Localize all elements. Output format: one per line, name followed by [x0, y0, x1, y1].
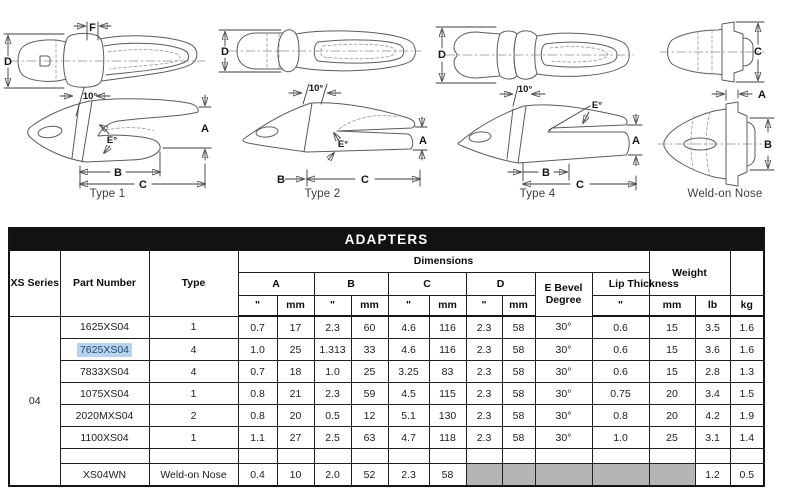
value-cell	[535, 464, 592, 487]
value-cell: 1.313	[314, 339, 351, 361]
col-header-type: Type	[149, 251, 238, 317]
value-cell: 25	[277, 339, 314, 361]
value-cell: 0.8	[238, 383, 277, 405]
value-cell: 130	[429, 405, 466, 427]
dim-label-e: E°	[337, 139, 349, 150]
col-header-lip-thickness: Lip Thickness	[592, 273, 695, 296]
value-cell: 2.5	[314, 427, 351, 449]
value-cell: 58	[502, 427, 535, 449]
type-cell: 4	[149, 361, 238, 383]
table-row	[9, 464, 764, 487]
value-cell: 0.7	[238, 316, 277, 339]
value-cell: 21	[277, 383, 314, 405]
value-cell: 1.2	[695, 464, 730, 487]
part-number-cell: 7833XS04	[60, 361, 149, 383]
value-cell	[592, 464, 649, 487]
value-cell	[502, 464, 535, 487]
type2-top-view	[219, 30, 421, 72]
value-cell	[695, 449, 730, 464]
table-row	[9, 383, 764, 405]
dim-label-b: B	[114, 167, 122, 179]
value-cell: 12	[351, 405, 388, 427]
type4-top-view	[436, 27, 634, 83]
value-cell: 1.9	[730, 405, 764, 427]
dim-label-b: B	[542, 167, 550, 179]
value-cell: 30°	[535, 383, 592, 405]
value-cell: 1.6	[730, 339, 764, 361]
unit-lb: lb	[695, 296, 730, 317]
dim-label-c: C	[754, 46, 762, 58]
type1-drawing	[0, 0, 215, 193]
value-cell: 2.3	[388, 464, 429, 487]
part-number-cell: 1100XS04	[60, 427, 149, 449]
value-cell: 2.3	[466, 427, 502, 449]
drawing-weldon	[650, 0, 800, 200]
dim-label-e: E°	[591, 100, 603, 111]
unit-mm: mm	[502, 296, 535, 317]
value-cell: 3.6	[695, 339, 730, 361]
value-cell: 59	[351, 383, 388, 405]
type2-drawing	[215, 0, 430, 193]
value-cell: 58	[429, 464, 466, 487]
value-cell: 58	[502, 316, 535, 339]
unit-mm: mm	[277, 296, 314, 317]
value-cell: 2.8	[695, 361, 730, 383]
value-cell: 3.4	[695, 383, 730, 405]
part-number-cell: 1075XS04	[60, 383, 149, 405]
value-cell: 0.5	[730, 464, 764, 487]
dim-label-c: C	[576, 179, 584, 191]
col-header-c: C	[388, 273, 466, 296]
value-cell: 1.5	[730, 383, 764, 405]
table-row	[9, 361, 764, 383]
angle-label: 10°	[82, 91, 98, 102]
value-cell: 58	[502, 405, 535, 427]
value-cell: 3.1	[695, 427, 730, 449]
table-row	[9, 405, 764, 427]
value-cell: 83	[429, 361, 466, 383]
table-row	[9, 339, 764, 361]
col-header-b: B	[314, 273, 388, 296]
value-cell: 58	[502, 361, 535, 383]
part-number-cell: 2020MXS04	[60, 405, 149, 427]
value-cell: 30°	[535, 405, 592, 427]
value-cell: 2.3	[314, 316, 351, 339]
value-cell: 116	[429, 339, 466, 361]
value-cell	[592, 449, 649, 464]
dim-label-a: A	[632, 135, 640, 147]
col-header-weight: Weight	[649, 251, 730, 296]
table-row	[9, 427, 764, 449]
value-cell: 5.1	[388, 405, 429, 427]
value-cell: 4.6	[388, 316, 429, 339]
value-cell: 0.8	[238, 405, 277, 427]
dim-label-d: D	[438, 49, 446, 61]
value-cell: 0.6	[592, 316, 649, 339]
value-cell: 17	[277, 316, 314, 339]
col-header-a: A	[238, 273, 314, 296]
table-section	[0, 227, 800, 487]
value-cell	[466, 449, 502, 464]
type-cell: 2	[149, 405, 238, 427]
value-cell: 0.8	[592, 405, 649, 427]
selected-part-number[interactable]: 7625XS04	[77, 343, 132, 357]
value-cell: 18	[277, 361, 314, 383]
type2-side-view	[243, 83, 427, 186]
value-cell	[466, 464, 502, 487]
value-cell: 4.5	[388, 383, 429, 405]
unit-in: "	[592, 296, 649, 317]
value-cell: 30°	[535, 361, 592, 383]
value-cell	[277, 449, 314, 464]
dim-label-a: A	[201, 123, 209, 135]
value-cell: 25	[351, 361, 388, 383]
value-cell: 58	[502, 383, 535, 405]
value-cell: 20	[649, 383, 695, 405]
part-number-cell	[60, 449, 149, 464]
value-cell	[238, 449, 277, 464]
col-header-d: D	[466, 273, 535, 296]
dim-label-c: C	[361, 174, 369, 186]
drawing-type4	[430, 0, 645, 200]
value-cell: 30°	[535, 427, 592, 449]
value-cell: 15	[649, 339, 695, 361]
value-cell: 0.75	[592, 383, 649, 405]
value-cell	[649, 449, 695, 464]
value-cell: 3.25	[388, 361, 429, 383]
value-cell	[351, 449, 388, 464]
value-cell: 1.0	[238, 339, 277, 361]
angle-label: 10°	[308, 83, 324, 94]
unit-in: "	[314, 296, 351, 317]
value-cell: 2.3	[466, 316, 502, 339]
value-cell: 30°	[535, 339, 592, 361]
value-cell: 1.4	[730, 427, 764, 449]
value-cell: 1.6	[730, 316, 764, 339]
table-row	[9, 316, 764, 339]
value-cell: 20	[649, 405, 695, 427]
col-header-dimensions: Dimensions	[238, 251, 649, 273]
drawing-caption-weldon: Weld-on Nose	[687, 188, 763, 200]
value-cell: 4.6	[388, 339, 429, 361]
value-cell	[429, 449, 466, 464]
dim-label-e: E°	[106, 135, 118, 146]
value-cell	[730, 449, 764, 464]
unit-mm: mm	[351, 296, 388, 317]
col-header-series: XS Series	[9, 251, 60, 317]
value-cell: 27	[277, 427, 314, 449]
dim-label-a: A	[758, 89, 766, 101]
type4-drawing	[430, 0, 645, 193]
value-cell: 2.0	[314, 464, 351, 487]
type-cell: 4	[149, 339, 238, 361]
drawing-caption-type1: Type 1	[89, 188, 126, 200]
unit-in: "	[238, 296, 277, 317]
type-cell: Weld-on Nose	[149, 464, 238, 487]
value-cell: 52	[351, 464, 388, 487]
unit-kg: kg	[730, 296, 764, 317]
value-cell: 1.0	[314, 361, 351, 383]
value-cell: 1.1	[238, 427, 277, 449]
value-cell: 1.3	[730, 361, 764, 383]
unit-in: "	[466, 296, 502, 317]
value-cell: 118	[429, 427, 466, 449]
dim-label-b: B	[277, 174, 285, 186]
weldon-drawing	[650, 0, 800, 193]
value-cell: 3.5	[695, 316, 730, 339]
value-cell: 63	[351, 427, 388, 449]
value-cell: 25	[649, 427, 695, 449]
value-cell: 20	[277, 405, 314, 427]
drawing-caption-type2: Type 2	[304, 188, 341, 200]
value-cell: 0.4	[238, 464, 277, 487]
type-cell: 1	[149, 383, 238, 405]
value-cell: 2.3	[466, 339, 502, 361]
type1-top-view	[4, 22, 205, 88]
value-cell: 0.7	[238, 361, 277, 383]
weldon-side-view	[658, 89, 774, 186]
value-cell: 30°	[535, 316, 592, 339]
drawing-caption-type4: Type 4	[519, 188, 556, 200]
part-number-cell: XS04WN	[60, 464, 149, 487]
value-cell	[502, 449, 535, 464]
type-cell: 1	[149, 427, 238, 449]
value-cell: 10	[277, 464, 314, 487]
table-title: ADAPTERS	[9, 228, 764, 251]
value-cell: 60	[351, 316, 388, 339]
dim-label-f: F	[89, 22, 96, 34]
spacer-row	[9, 449, 764, 464]
drawing-type2	[215, 0, 430, 200]
dim-label-d: D	[4, 56, 12, 68]
part-number-cell: 1625XS04	[60, 316, 149, 339]
dim-label-a: A	[419, 135, 427, 147]
value-cell: 0.6	[592, 361, 649, 383]
value-cell	[649, 464, 695, 487]
series-cell: 04	[9, 316, 60, 486]
dim-label-d: D	[221, 46, 229, 58]
unit-mm: mm	[429, 296, 466, 317]
value-cell	[314, 449, 351, 464]
value-cell: 15	[649, 361, 695, 383]
dim-label-b: B	[764, 139, 772, 151]
value-cell: 2.3	[314, 383, 351, 405]
col-header-e-bevel: E Bevel Degree	[535, 273, 592, 317]
value-cell: 33	[351, 339, 388, 361]
value-cell: 2.3	[466, 361, 502, 383]
type-cell	[149, 449, 238, 464]
type4-side-view	[458, 84, 642, 191]
value-cell	[535, 449, 592, 464]
unit-in: "	[388, 296, 429, 317]
value-cell: 15	[649, 316, 695, 339]
value-cell: 115	[429, 383, 466, 405]
adapters-table	[8, 227, 765, 487]
value-cell: 2.3	[466, 383, 502, 405]
value-cell	[388, 449, 429, 464]
angle-label: 10°	[517, 84, 533, 95]
part-number-cell	[60, 339, 149, 361]
drawing-type1	[0, 0, 215, 200]
value-cell: 116	[429, 316, 466, 339]
value-cell: 0.5	[314, 405, 351, 427]
value-cell: 4.2	[695, 405, 730, 427]
value-cell: 1.0	[592, 427, 649, 449]
type-cell: 1	[149, 316, 238, 339]
value-cell: 4.7	[388, 427, 429, 449]
value-cell: 58	[502, 339, 535, 361]
value-cell: 0.6	[592, 339, 649, 361]
dim-label-c: C	[139, 179, 147, 191]
value-cell: 2.3	[466, 405, 502, 427]
weldon-top-view	[660, 22, 764, 82]
col-header-part-number: Part Number	[60, 251, 149, 317]
type1-side-view	[28, 88, 211, 191]
adapter-drawings	[0, 0, 800, 227]
unit-mm: mm	[649, 296, 695, 317]
